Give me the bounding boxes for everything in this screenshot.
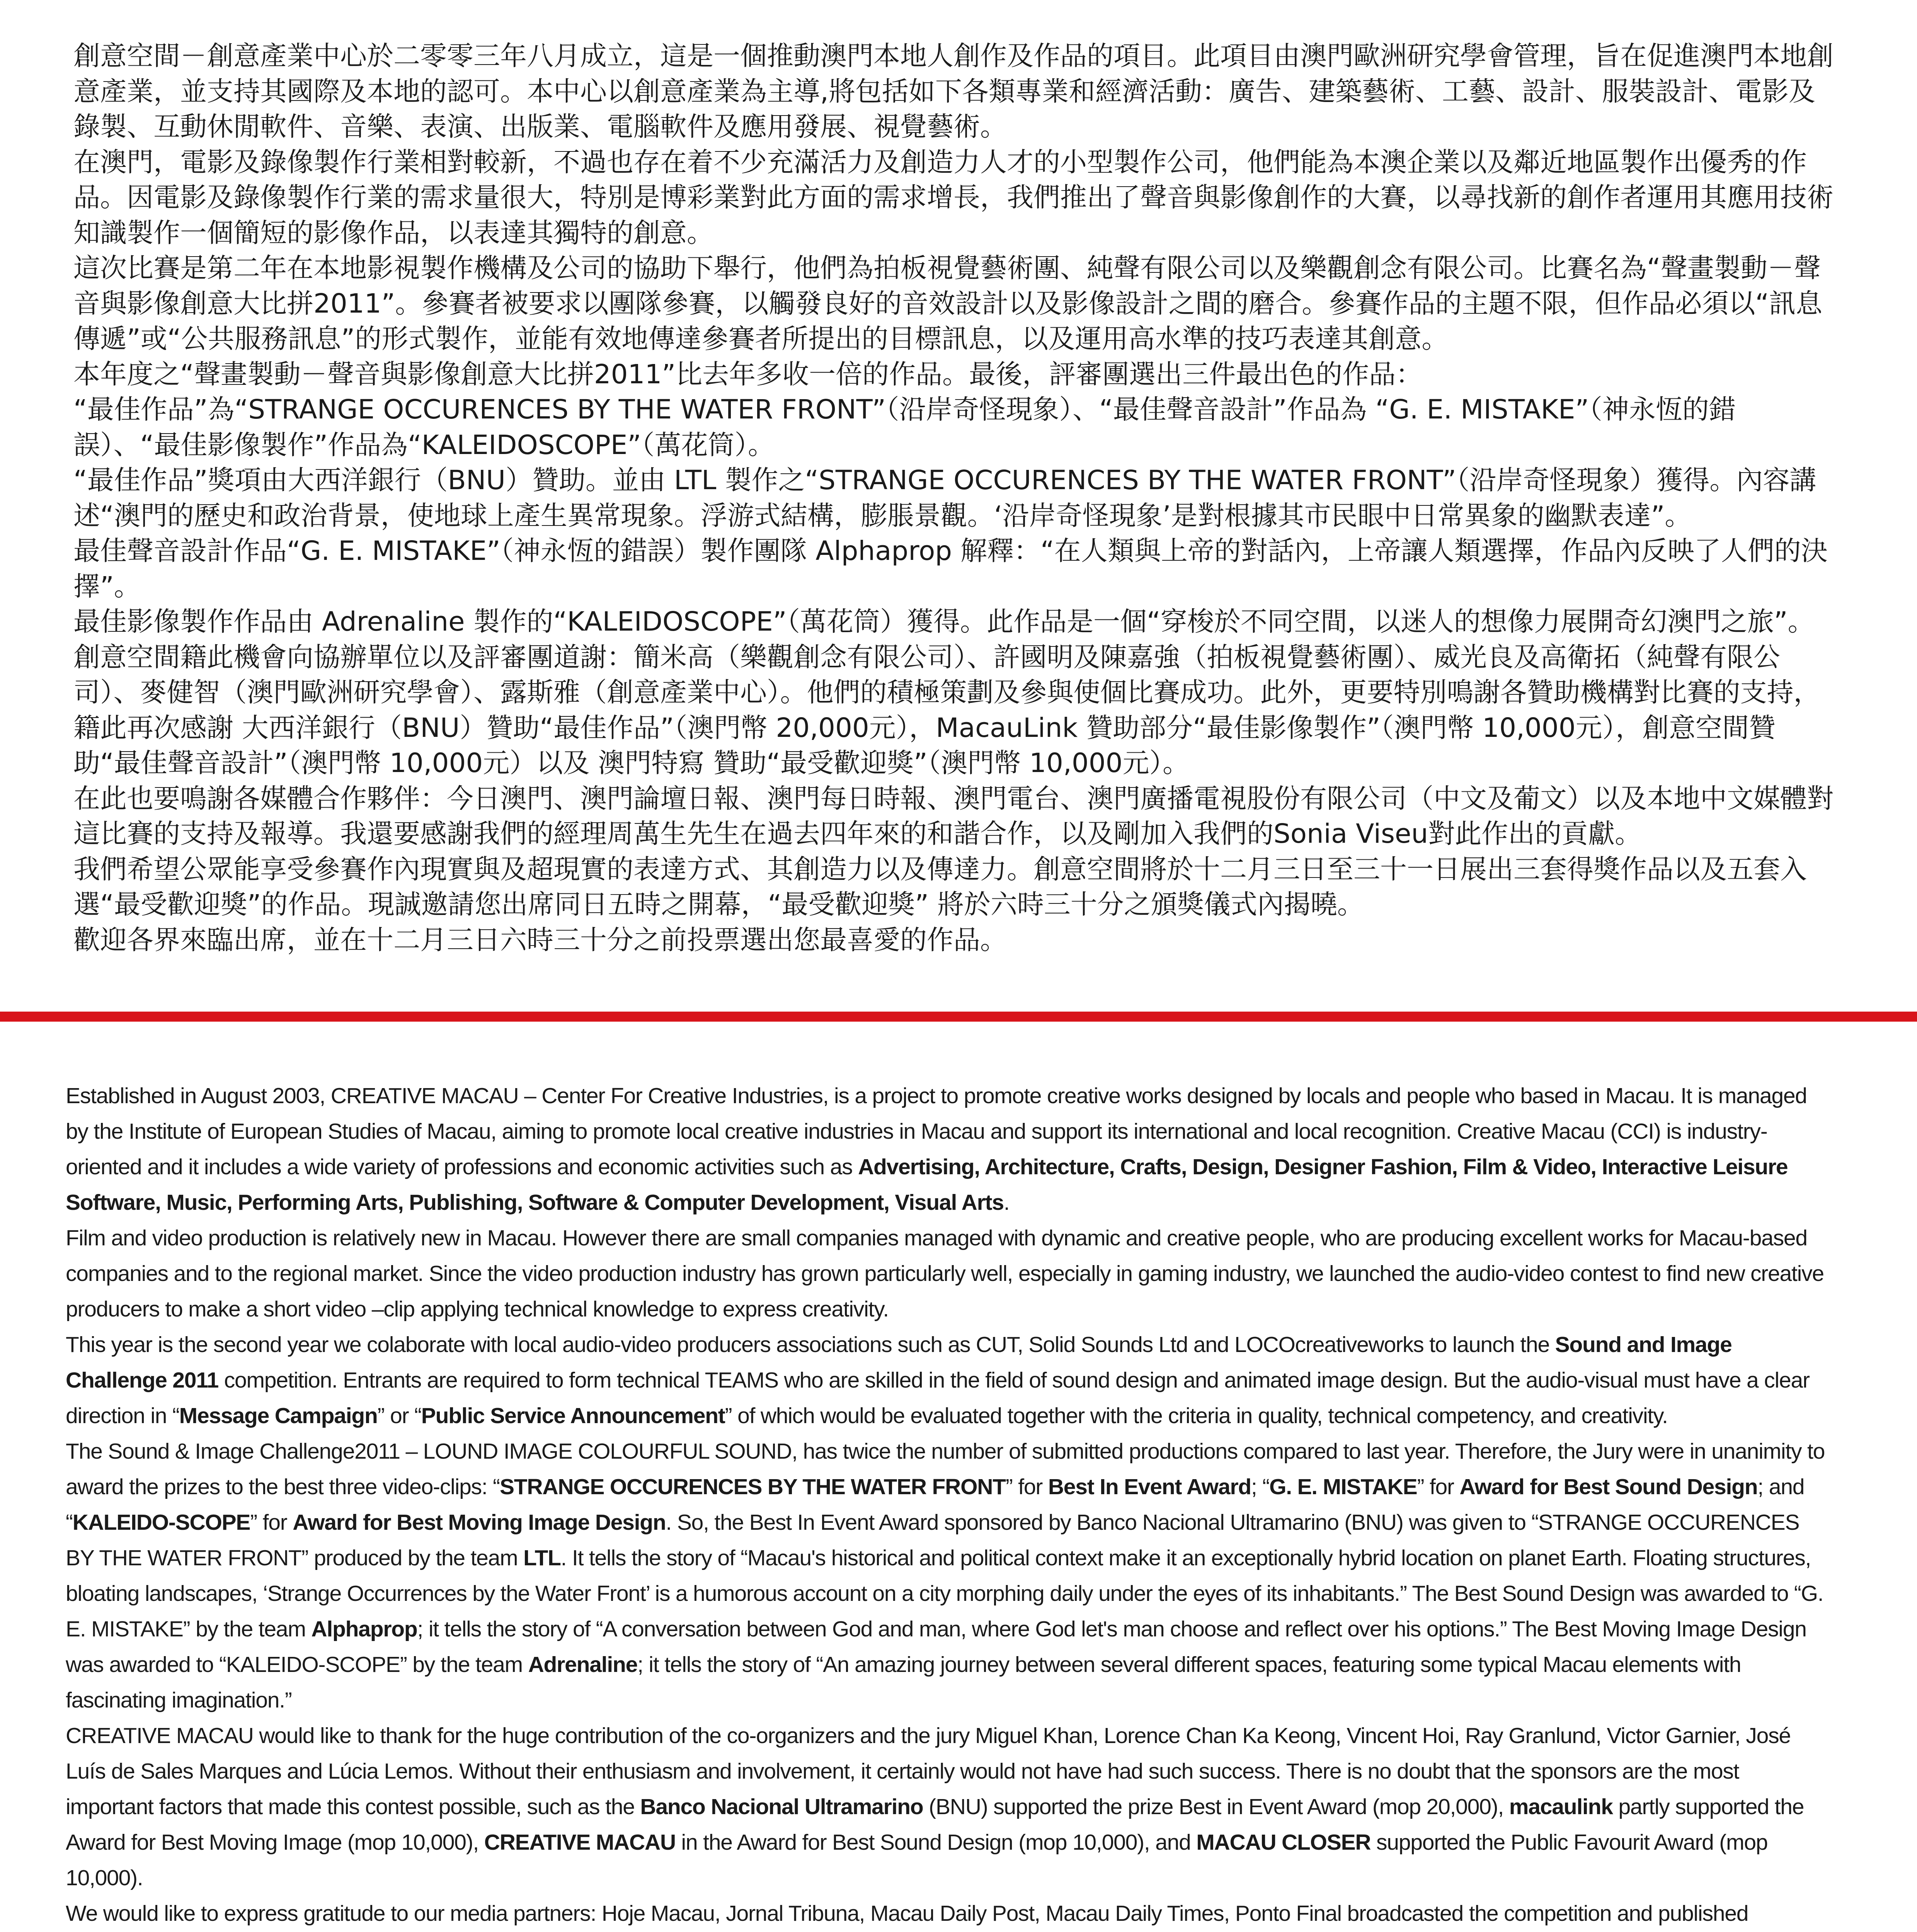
text-run: ” of which would be evaluated together with the criteria in quality, technical competency, and creativity. (725, 1403, 1668, 1428)
bold-run: Best In Event Award (1048, 1475, 1251, 1499)
bold-run: STRANGE OCCURENCES BY THE WATER FRONT (499, 1475, 1006, 1499)
text-run: CREATIVE MACAU would like to thank for the huge contribution of the co-organizers and the jury Miguel Khan, Lorence Chan Ka Keong, Vincent Hoi, Ray Granlund, Victor Garnier, José Luís de Sales Marques and Lúcia Lemos. Without their enthusiasm and involvement, it certainly would not have had such success. There is no doubt that the sponsors are the most important factors that made this contest possible, such as the (66, 1723, 1791, 1819)
en-paragraph-contest (66, 1327, 1832, 1434)
text-run: This year is the second year we colaborate with local audio-video producers associations such as CUT, Solid Sounds Ltd and LOCOcreativeworks to launch the (66, 1332, 1555, 1357)
bold-run: Banco Nacional Ultramarino (640, 1794, 923, 1819)
bold-run: LTL (523, 1546, 561, 1570)
en-paragraph-awards (66, 1434, 1832, 1718)
text-run: ” for (1005, 1475, 1048, 1499)
zh-paragraph: 這次比賽是第二年在本地影視製作機構及公司的協助下舉行，他們為拍板視覺藝術團、純聲有限公司以及樂觀創念有限公司。比賽名為“聲畫製動－聲音與影像創意大比拼2011”。參賽者被要求以團隊參賽，以觸發良好的音效設計以及影像設計之間的磨合。參賽作品的主題不限，但作品必須以“訊息傳遞”或“公共服務訊息”的形式製作，並能有效地傳達參賽者所提出的目標訊息，以及運用高水準的技巧表達其創意。 (73, 253, 1823, 354)
bold-run: Award for Best Moving Image Design (293, 1510, 666, 1535)
bold-run: Alphaprop (311, 1617, 417, 1641)
bold-run: Award for Best Sound Design (1459, 1475, 1758, 1499)
text-run: (BNU) supported the prize Best in Event Award (mop 20,000), (923, 1794, 1509, 1819)
bold-run: Message Campaign (179, 1403, 378, 1428)
bold-run: Public Service Announcement (421, 1403, 725, 1428)
zh-paragraph: “最佳作品”為“STRANGE OCCURENCES BY THE WATER FRONT”（沿岸奇怪現象）、“最佳聲音設計”作品為 “G. E. MISTAKE”（神永恆的錯誤）、“最佳影像製作”作品為“KALEIDOSCOPE”（萬花筒）。 (73, 394, 1736, 461)
text-run: . It tells the story of “Macau's historical and political context make it an exceptionally hybrid location on planet Earth. Floating structures, bloating landscapes, ‘Strange Occurrences by the Water Front’ is a humorous account on a city morphing daily under the eyes of its inhabitants.” The Best Sound Design was awarded to “G. E. MISTAKE” by the team (66, 1546, 1823, 1641)
text-run: Established in August 2003, CREATIVE MACAU – Center For Creative Industries, is a project to promote creative works designed by locals and people who based in Macau. It is managed by the Institute of European Studies of Macau, aiming to promote local creative industries in Macau and support its international and local recognition. Creative Macau (CCI) is industry-oriented and it includes a wide variety of professions and economic activities such as (66, 1083, 1807, 1179)
bold-run: macaulink (1509, 1794, 1613, 1819)
zh-paragraph: 最佳影像製作作品由 Adrenaline 製作的“KALEIDOSCOPE”（萬花筒）獲得。此作品是一個“穿梭於不同空間，以迷人的想像力展開奇幻澳門之旅”。 (73, 606, 1815, 637)
zh-paragraph: 在此也要鳴謝各媒體合作夥伴：今日澳門、澳門論壇日報、澳門每日時報、澳門電台、澳門廣播電視股份有限公司（中文及葡文）以及本地中文媒體對這比賽的支持及報導。我還要感謝我們的經理周萬生先生在過去四年來的和諧合作，以及剛加入我們的Sonia Viseu對此作出的貢獻。 (73, 783, 1834, 849)
zh-paragraph: 我們希望公眾能享受參賽作內現實與及超現實的表達方式、其創造力以及傳達力。創意空間將於十二月三日至三十一日展出三套得獎作品以及五套入選“最受歡迎獎”的作品。現誠邀請您出席同日五時之開幕，“最受歡迎獎” 將於六時三十分之頒獎儀式內揭曉。 (73, 854, 1807, 920)
zh-paragraph: 最佳聲音設計作品“G. E. MISTAKE”（神永恆的錯誤）製作團隊 Alphaprop 解釋：“在人類與上帝的對話內，上帝讓人類選擇，作品內反映了人們的決擇”。 (73, 536, 1828, 602)
en-paragraph-thanks (66, 1718, 1832, 1896)
text-run: . (1003, 1190, 1010, 1215)
text-run: ” for (250, 1510, 293, 1535)
text-run: ; it tells the story of “A conversation between God and man, where God let's man choose and reflect over his options.” The Best Moving Image Design was awarded to “KALEIDO-SCOPE” by the team (66, 1617, 1806, 1677)
bold-run: MACAU CLOSER (1196, 1830, 1371, 1855)
bold-run: KALEIDO-SCOPE (72, 1510, 250, 1535)
bold-run: Adrenaline (528, 1652, 638, 1677)
text-run: ; it tells the story of “An amazing journey between several different spaces, featuring some typical Macau elements with fascinating imagination.” (66, 1652, 1741, 1713)
en-paragraph-intro (66, 1078, 1832, 1220)
en-paragraph-media: We would like to express gratitude to our media partners: Hoje Macau, Jornal Tribuna, Macau Daily Post, Macau Daily Times, Ponto Final broadcasted the competition and published (66, 1901, 1748, 1926)
industries-list: Advertising, Architecture, Crafts, Design, Designer Fashion, Film & Video, Interactive Leisure Software, Music, Performing Arts, Publishing, Software & Computer Development, Visual Arts (66, 1155, 1788, 1215)
en-paragraph-film-video: Film and video production is relatively new in Macau. However there are small companies managed with dynamic and creative people, who are producing excellent works for Macau-based companies and to the regional market. Since the video production industry has grown particularly well, especially in gaming industry, we launched the audio-video contest to find new creative producers to make a short video –clip applying technical knowledge to express creativity. (66, 1226, 1824, 1321)
text-run: ; and “ (66, 1475, 1805, 1535)
text-run: supported the Public Favourit Award (mop 10,000). (66, 1830, 1768, 1890)
chinese-text-block (73, 39, 1836, 958)
zh-paragraph: 創意空間籍此機會向協辦單位以及評審團道謝：簡米高（樂觀創念有限公司）、許國明及陳嘉強（拍板視覺藝術團）、威光良及高衛拓（純聲有限公司）、麥健智（澳門歐洲研究學會）、露斯雅（創意產業中心）。他們的積極策劃及參與使個比賽成功。此外，更要特別鳴謝各贊助機構對比賽的支持，籍此再次感謝 大西洋銀行（BNU）贊助“最佳作品”（澳門幣 20,000元），MacauLink 贊助部分“最佳影像製作”（澳門幣 10,000元），創意空間贊助“最佳聲音設計”（澳門幣 10,000元）以及 澳門特寫 贊助“最受歡迎獎”（澳門幣 10,000元）。 (73, 641, 1820, 779)
bold-run: CREATIVE MACAU (484, 1830, 676, 1855)
zh-paragraph: 歡迎各界來臨出席，並在十二月三日六時三十分之前投票選出您最喜愛的作品。 (73, 924, 1007, 956)
text-run: ” or “ (377, 1403, 421, 1428)
zh-paragraph: 創意空間－創意產業中心於二零零三年八月成立，這是一個推動澳門本地人創作及作品的項目。此項目由澳門歐洲研究學會管理，旨在促進澳門本地創意產業，並支持其國際及本地的認可。本中心以創意產業為主導,將包括如下各類專業和經濟活動：廣告、建築藝術、工藝、設計、服裝設計、電影及錄製、互動休閒軟件、音樂、表演、出版業、電腦軟件及應用發展、視覺藝術。 (73, 41, 1834, 142)
text-run: ; “ (1251, 1475, 1270, 1499)
text-run: competition. Entrants are required to form technical TEAMS who are skilled in the field of sound design and animated image design. But the audio-visual must have a clear direction in “ (66, 1368, 1810, 1428)
zh-paragraph: 在澳門，電影及錄像製作行業相對較新，不過也存在着不少充滿活力及創造力人才的小型製作公司，他們能為本澳企業以及鄰近地區製作出優秀的作品。因電影及錄像製作行業的需求量很大，特別是博彩業對此方面的需求增長，我們推出了聲音與影像創作的大賽，以尋找新的創作者運用其應用技術知識製作一個簡短的影像作品，以表達其獨特的創意。 (73, 146, 1834, 248)
text-run: The Sound & Image Challenge2011 – LOUND IMAGE COLOURFUL SOUND, has twice the number of submitted productions compared to last year. Therefore, the Jury were in unanimity to award the prizes to the best three video-clips: “ (66, 1439, 1825, 1499)
zh-paragraph: 本年度之“聲畫製動－聲音與影像創意大比拼2011”比去年多收一倍的作品。最後，評審團選出三件最出色的作品： (73, 359, 1423, 390)
english-text-block (66, 1078, 1832, 1932)
bold-run: G. E. MISTAKE (1269, 1475, 1417, 1499)
red-divider-line (0, 1012, 1917, 1022)
text-run: in the Award for Best Sound Design (mop 10,000), and (675, 1830, 1197, 1855)
text-run: . So, the Best In Event Award sponsored by Banco Nacional Ultramarino (BNU) was given to “STRANGE OCCURENCES BY THE WATER FRONT” produced by the team (66, 1510, 1800, 1570)
text-run: ” for (1417, 1475, 1460, 1499)
text-run: partly supported the Award for Best Moving Image (mop 10,000), (66, 1794, 1804, 1855)
zh-paragraph: “最佳作品”獎項由大西洋銀行（BNU）贊助。並由 LTL 製作之“STRANGE OCCURENCES BY THE WATER FRONT”（沿岸奇怪現象）獲得。內容講述“澳門的歷史和政治背景，使地球上產生異常現象。浮游式結構，膨脹景觀。‘沿岸奇怪現象’是對根據其市民眼中日常異象的幽默表達”。 (73, 465, 1817, 531)
bold-run: Sound and Image Challenge 2011 (66, 1332, 1732, 1393)
